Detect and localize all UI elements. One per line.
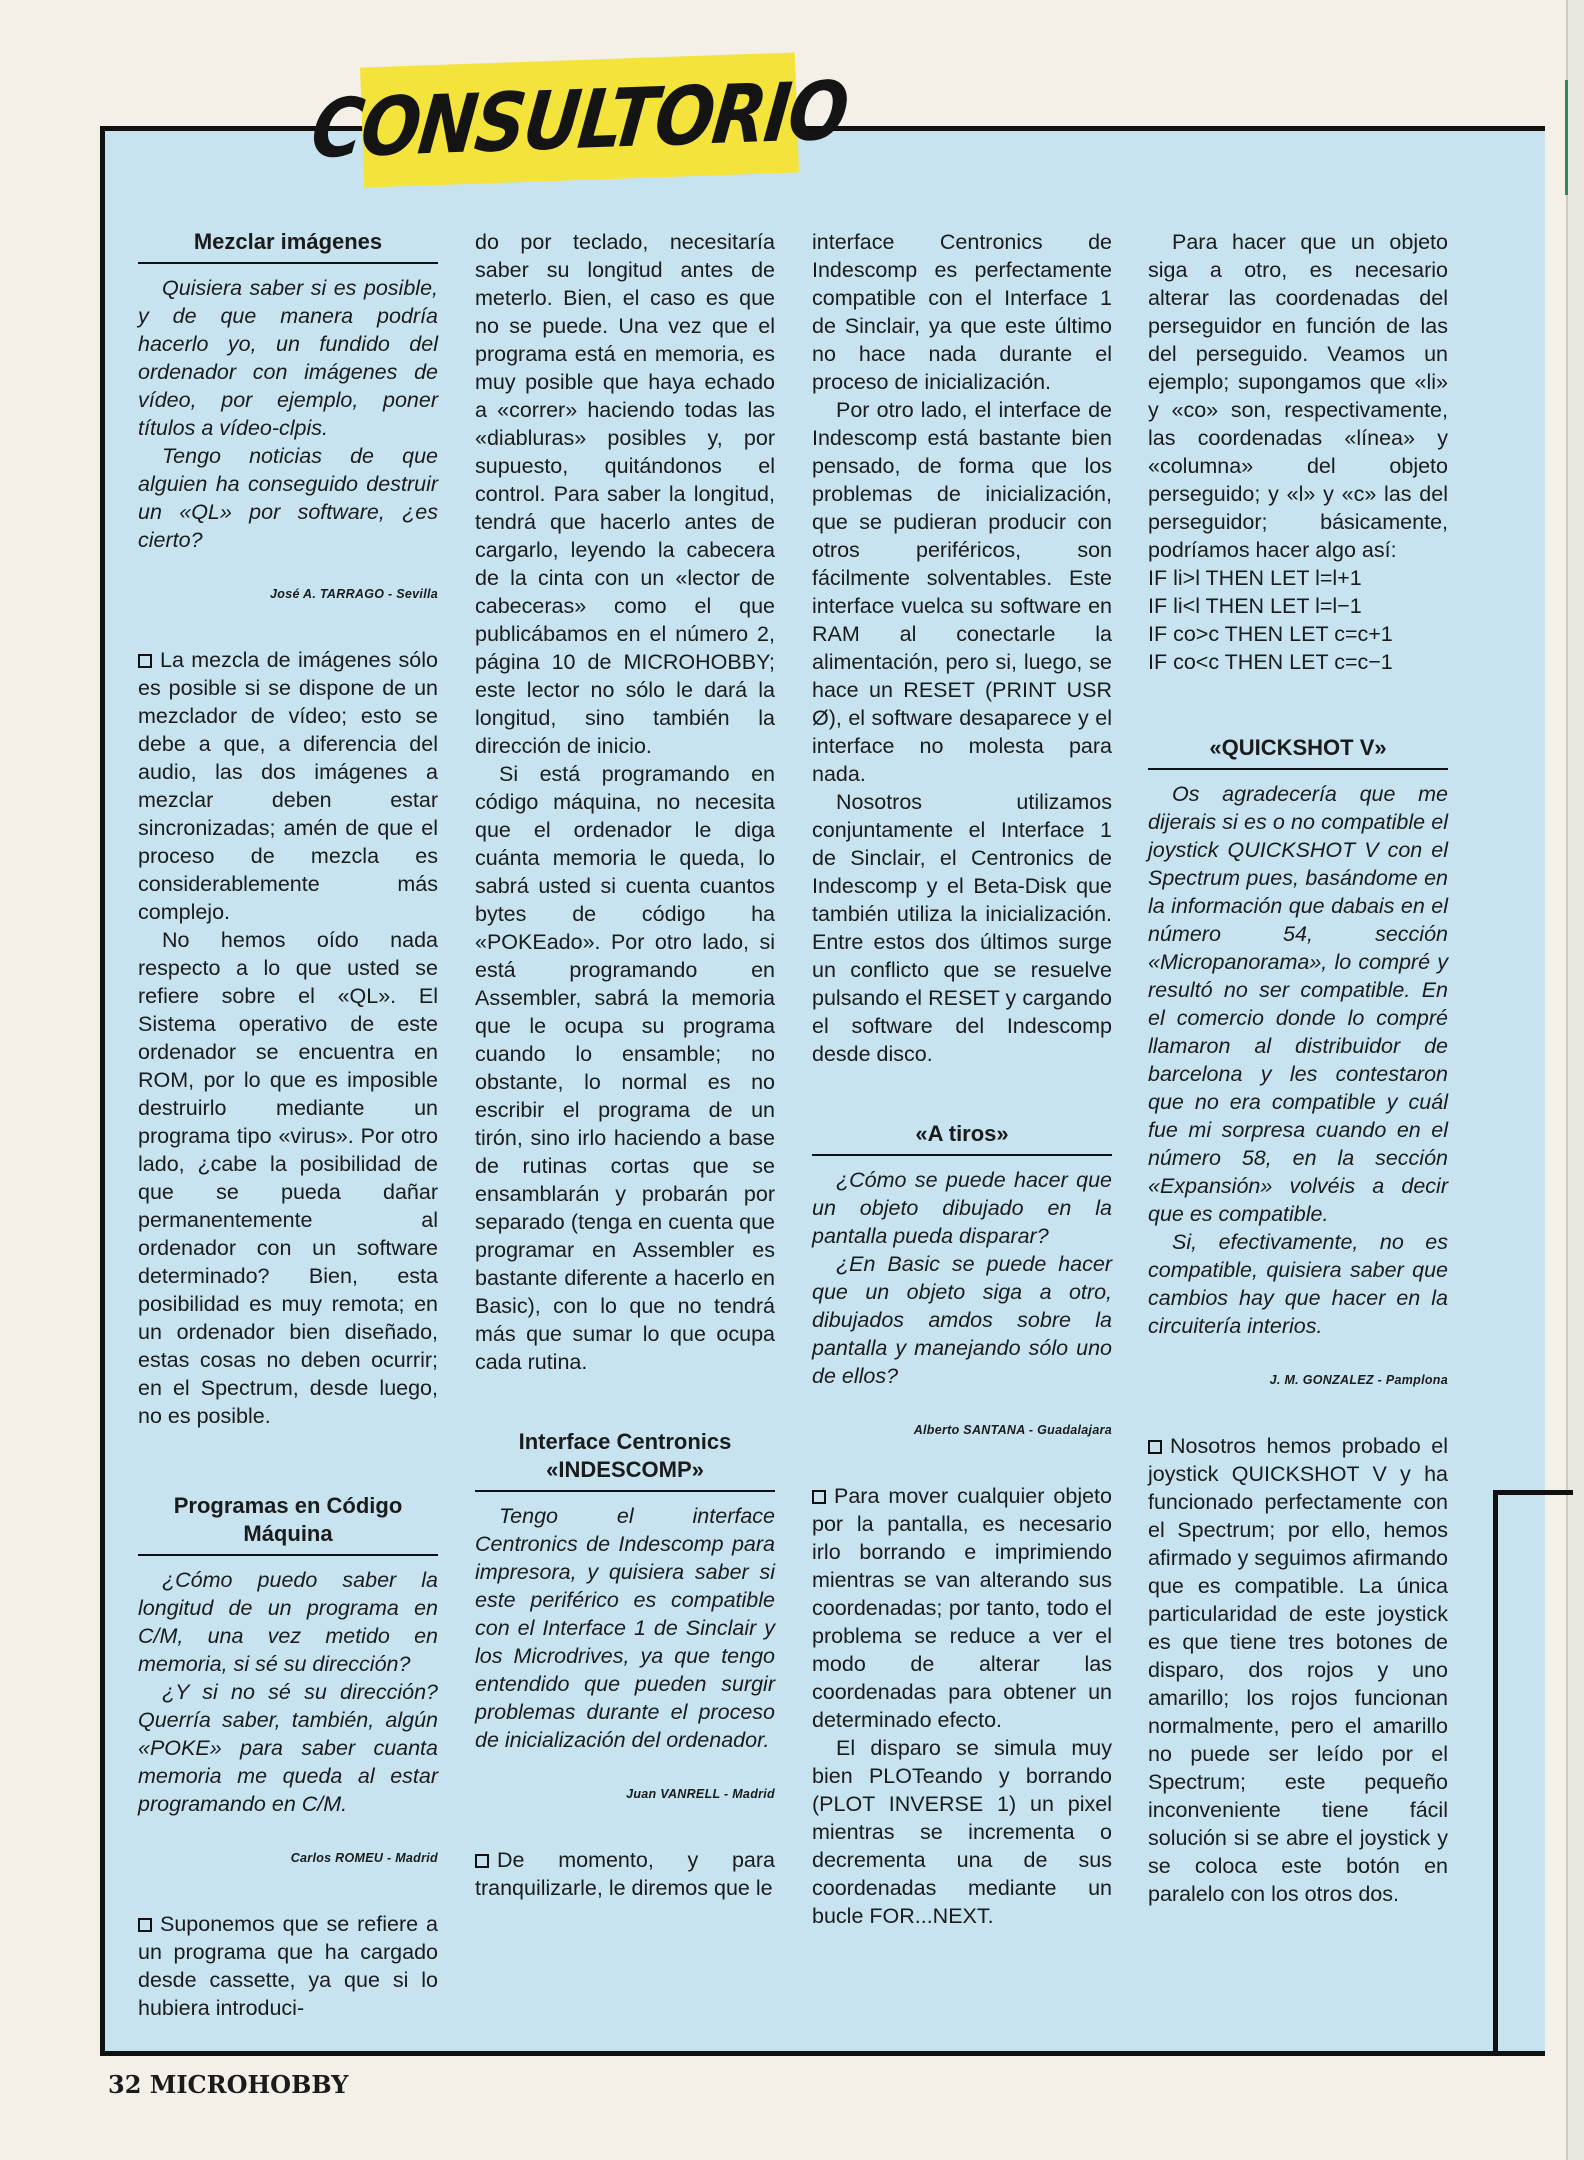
answer-paragraph: Nosotros hemos probado el joystick QUICKSHOT V y ha funcionado perfectamente con el Spectrum; por ello, hemos afirmado y seguimos afirmando que es compatible. La única particularidad de este joystick es que tiene tres botones de disparo, dos rojos y uno amarillo; los rojos funcionan normalmente, pero el amarillo no puede ser leído por el Spectrum; este pequeño inconveniente tiene fácil solución si se abre el joystick y se coloca este botón en paralelo con los otros dos. bbox=[1148, 1434, 1448, 1906]
answer-paragraph: interface Centronics de Indescomp es perfectamente compatible con el Interface 1 de Sinclair, ya que este último no hace nada durante el proceso de inicialización. bbox=[812, 230, 1112, 394]
question-paragraph: Tengo el interface Centronics de Indescomp para impresora, y quisiera saber si este periférico es compatible con el Interface 1 de Sinclair y los Microdrives, ya que tengo entendido que pueden surgir problemas durante el proceso de inicialización del ordenador. bbox=[475, 1504, 775, 1752]
code-line: IF li>l THEN LET l=l+1 bbox=[1148, 566, 1362, 590]
question-paragraph: ¿Cómo puedo saber la longitud de un programa en C/M, una vez metido en memoria, si sé su dirección? bbox=[138, 1568, 438, 1676]
heading-codigo-maquina: Programas en Código Máquina bbox=[138, 1492, 438, 1556]
code-line: IF co<c THEN LET c=c−1 bbox=[1148, 650, 1393, 674]
answer-paragraph: Nosotros utilizamos conjuntamente el Interface 1 de Sinclair, el Centronics de Indescomp y el Beta-Disk que también utiliza la inicialización. Entre estos dos últimos surge un conflicto que se resuelve pulsando el RESET y cargando el software del Indescomp desde disco. bbox=[812, 790, 1112, 1066]
signature-a-tiros: Alberto SANTANA - Guadalajara bbox=[913, 1423, 1112, 1437]
question-paragraph: Si, efectivamente, no es compatible, quisiera saber que cambios hay que hacer en la circuitería interios. bbox=[1148, 1230, 1448, 1338]
signature-centronics: Juan VANRELL - Madrid bbox=[626, 1787, 775, 1801]
answer-paragraph: Suponemos que se refiere a un programa que ha cargado desde cassette, ya que si lo hubiera introduci- bbox=[138, 1912, 438, 2020]
answer-paragraph: do por teclado, necesitaría saber su longitud antes de meterlo. Bien, el caso es que no se puede. Una vez que el programa está en memoria, es muy posible que haya echado a «correr» haciendo todas las «diabluras» posibles y, por supuesto, quitándonos el control. Para saber la longitud, tendrá que hacerlo antes de cargarlo, leyendo la cabecera de la cinta con un «lector de cabeceras» como el que publicábamos en el número 2, página 10 de MICROHOBBY; este lector no sólo le dará la longitud, sino también la dirección de inicio. bbox=[475, 230, 775, 758]
code-line: IF li<l THEN LET l=l−1 bbox=[1148, 594, 1362, 618]
answer-box-icon bbox=[138, 1918, 152, 1932]
answer-paragraph: La mezcla de imágenes sólo es posible si se dispone de un mezclador de vídeo; esto se debe a que, a diferencia del audio, las dos imágenes a mezclar deben estar sincronizadas; amén de que el proceso de mezcla es considerablemente más complejo. bbox=[138, 648, 438, 924]
signature-mezclar: José A. TARRAGO - Sevilla bbox=[270, 587, 438, 601]
answer-paragraph: Para mover cualquier objeto por la pantalla, es necesario irlo borrando e imprimiendo mientras se van alterando sus coordenadas; por tanto, todo el problema se reduce a ver el modo de alterar las coordenadas para obtener un determinado efecto. bbox=[812, 1484, 1112, 1732]
frame-right-notch bbox=[1493, 1490, 1573, 1495]
section-title-banner bbox=[307, 52, 852, 187]
signature-quickshot: J. M. GONZALEZ - Pamplona bbox=[1269, 1373, 1448, 1387]
column-3 bbox=[812, 228, 1112, 1930]
answer-box-icon bbox=[475, 1854, 489, 1868]
answer-box-icon bbox=[138, 654, 152, 668]
section-title: CONSULTORIO bbox=[307, 63, 852, 177]
code-line: IF co>c THEN LET c=c+1 bbox=[1148, 622, 1393, 646]
column-2 bbox=[475, 228, 775, 1902]
answer-paragraph: Por otro lado, el interface de Indescomp está bastante bien pensado, de forma que los problemas de inicialización, que se pudieran producir con otros periféricos, son fácilmente solventables. Este interface vuelca su software en RAM al conectarle la alimentación, pero si, luego, se hace un RESET (PRINT USR Ø), el software desaparece y el interface no molesta para nada. bbox=[812, 398, 1112, 786]
signature-codigo-maquina: Carlos ROMEU - Madrid bbox=[290, 1851, 438, 1865]
answer-paragraph: Para hacer que un objeto siga a otro, es necesario alterar las coordenadas del perseguidor en función de las del perseguido. Veamos un ejemplo; supongamos que «li» y «co» son, respectivamente, las coordenadas «línea» y «columna» del objeto perseguido; y «l» y «c» las del perseguidor; básicamente, podríamos hacer algo así: bbox=[1148, 230, 1448, 562]
answer-paragraph: Si está programando en código máquina, no necesita que el ordenador le diga cuánta memoria le queda, lo sabrá usted si cuenta cuantos bytes de código ha «POKEado». Por otro lado, si está programando en Assembler, sabrá la memoria que le ocupa su programa cuando lo ensamble; no obstante, lo normal es no escribir el programa de un tirón, sino irlo haciendo a base de rutinas cortas que se ensamblarán y probarán por separado (tenga en cuenta que programar en Assembler es bastante diferente a hacerlo en Basic), con lo que no tendrá más que sumar lo que ocupa cada rutina. bbox=[475, 762, 775, 1374]
heading-mezclar: Mezclar imágenes bbox=[138, 228, 438, 264]
answer-box-icon bbox=[1148, 1440, 1162, 1454]
answer-paragraph: No hemos oído nada respecto a lo que usted se refiere sobre el «QL». El Sistema operativo de este ordenador se encuentra en ROM, por lo que es imposible destruirlo mediante un programa tipo «virus». Por otro lado, ¿cabe la posibilidad de que se pueda dañar permanentemente al ordenador con un software determinado? Bien, esta posibilidad es muy remota; en un ordenador bien diseñado, estas cosas no deben ocurrir; en el Spectrum, desde luego, no es posible. bbox=[138, 928, 438, 1428]
question-paragraph: ¿Cómo se puede hacer que un objeto dibujado en la pantalla pueda disparar? bbox=[812, 1168, 1112, 1248]
question-paragraph: Os agradecería que me dijerais si es o no compatible el joystick QUICKSHOT V con el Spectrum pues, basándome en la información que dabais en el número 54, sección «Micropanorama», lo compré y resultó no ser compatible. En el comercio donde lo compré llamaron al distribuidor de barcelona y les contestaron que no era compatible y cuál fue mi sorpresa cuando en el número 58, en la sección «Expansión» volvéis a decir que es compatible. bbox=[1148, 782, 1448, 1226]
answer-box-icon bbox=[812, 1490, 826, 1504]
heading-quickshot: «QUICKSHOT V» bbox=[1148, 734, 1448, 770]
question-paragraph: ¿Y si no sé su dirección? Querría saber, también, algún «POKE» para saber cuanta memoria me queda al estar programando en C/M. bbox=[138, 1680, 438, 1816]
page-edge bbox=[1566, 0, 1584, 2160]
margin-mark bbox=[1565, 80, 1568, 195]
heading-centronics: Interface Centronics «INDESCOMP» bbox=[475, 1428, 775, 1492]
column-1 bbox=[138, 228, 438, 2022]
question-paragraph: ¿En Basic se puede hacer que un objeto siga a otro, dibujados amdos sobre la pantalla y manejando sólo uno de ellos? bbox=[812, 1252, 1112, 1388]
column-4 bbox=[1148, 228, 1448, 1908]
page-folio: 32 MICROHOBBY bbox=[108, 2070, 349, 2099]
heading-a-tiros: «A tiros» bbox=[812, 1120, 1112, 1156]
frame-right-edge bbox=[1493, 1490, 1498, 2056]
question-paragraph: Quisiera saber si es posible, y de que manera podría hacerlo yo, un fundido del ordenador con imágenes de vídeo, por ejemplo, poner títulos a vídeo-clpis. bbox=[138, 276, 438, 440]
answer-paragraph: El disparo se simula muy bien PLOTeando y borrando (PLOT INVERSE 1) un pixel mientras se incrementa o decrementa una de sus coordenadas mediante un bucle FOR...NEXT. bbox=[812, 1736, 1112, 1928]
question-paragraph: Tengo noticias de que alguien ha conseguido destruir un «QL» por software, ¿es cierto? bbox=[138, 444, 438, 552]
answer-paragraph: De momento, y para tranquilizarle, le diremos que le bbox=[475, 1848, 775, 1900]
